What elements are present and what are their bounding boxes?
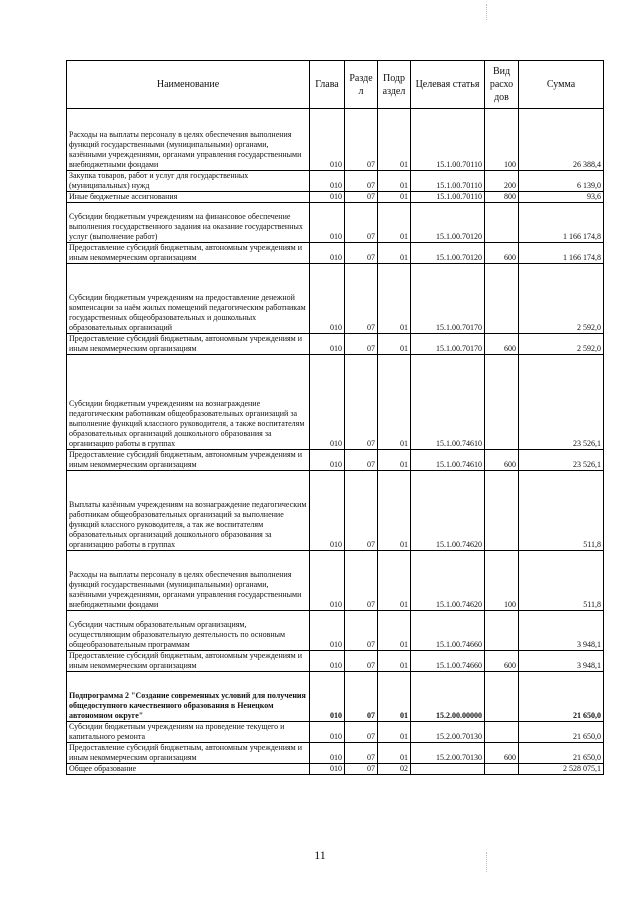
cell-name: Выплаты казённым учреждениям на вознаграждение педагогическим работникам общеобразовательных организаций за выполнение функций классного руководителя, а так же воспитателям образовательных организаций дошкольного образования за организацию работы в группах <box>67 471 310 551</box>
table-row <box>67 171 604 192</box>
cell-name: Подпрограмма 2 "Создание современных условий для получения общедоступного качественного образования в Ненецком автономном округе" <box>67 672 310 722</box>
cell-sum: 511,8 <box>519 471 604 551</box>
cell-subsection: 01 <box>378 171 411 192</box>
cell-target: 15.1.00.70120 <box>411 203 485 243</box>
cell-subsection: 01 <box>378 743 411 764</box>
header-target: Целевая статья <box>411 61 485 109</box>
cell-section: 07 <box>345 203 378 243</box>
cell-type: 600 <box>485 450 519 471</box>
cell-sum: 6 139,0 <box>519 171 604 192</box>
cell-name: Предоставление субсидий бюджетным, автономным учреждениям и иным некоммерческим организациям <box>67 743 310 764</box>
cell-sum: 2 592,0 <box>519 334 604 355</box>
cell-subsection: 01 <box>378 471 411 551</box>
table-row <box>67 203 604 243</box>
table-row <box>67 109 604 171</box>
cell-type <box>485 611 519 651</box>
table-row <box>67 743 604 764</box>
cell-name: Субсидии бюджетным учреждениям на предоставление денежной компенсации за наём жилых помещений педагогическим работникам государственных общеобразовательных и дошкольных образовательных организаций <box>67 264 310 334</box>
cell-sum: 26 388,4 <box>519 109 604 171</box>
cell-chapter: 010 <box>310 471 345 551</box>
cell-name: Общее образование <box>67 764 310 775</box>
cell-section: 07 <box>345 264 378 334</box>
table-row <box>67 651 604 672</box>
cell-section: 07 <box>345 109 378 171</box>
cell-target: 15.1.00.70110 <box>411 171 485 192</box>
cell-subsection: 02 <box>378 764 411 775</box>
cell-subsection: 01 <box>378 551 411 611</box>
cell-sum: 511,8 <box>519 551 604 611</box>
cell-target: 15.1.00.74620 <box>411 551 485 611</box>
cell-chapter: 010 <box>310 171 345 192</box>
cell-section: 07 <box>345 171 378 192</box>
cell-target: 15.2.00.70130 <box>411 743 485 764</box>
cell-type <box>485 764 519 775</box>
cell-section: 07 <box>345 355 378 450</box>
header-subsection: Подр аздел <box>378 61 411 109</box>
cell-chapter: 010 <box>310 611 345 651</box>
cell-name: Предоставление субсидий бюджетным, автономным учреждениям и иным некоммерческим организациям <box>67 334 310 355</box>
cell-sum: 2 528 075,1 <box>519 764 604 775</box>
cell-section: 07 <box>345 764 378 775</box>
cell-target: 15.1.00.74660 <box>411 651 485 672</box>
cell-chapter: 010 <box>310 203 345 243</box>
page-number: 11 <box>314 848 326 862</box>
scan-mark <box>486 4 488 20</box>
cell-name: Иные бюджетные ассигнования <box>67 192 310 203</box>
cell-name: Предоставление субсидий бюджетным, автономным учреждениям и иным некоммерческим организациям <box>67 651 310 672</box>
cell-chapter: 010 <box>310 450 345 471</box>
cell-target: 15.1.00.70120 <box>411 243 485 264</box>
cell-subsection: 01 <box>378 355 411 450</box>
cell-target: 15.1.00.70170 <box>411 264 485 334</box>
cell-section: 07 <box>345 611 378 651</box>
cell-subsection: 01 <box>378 450 411 471</box>
table-row <box>67 722 604 743</box>
cell-sum: 1 166 174,8 <box>519 203 604 243</box>
cell-subsection: 01 <box>378 651 411 672</box>
cell-section: 07 <box>345 651 378 672</box>
table-row <box>67 764 604 775</box>
cell-chapter: 010 <box>310 192 345 203</box>
header-type: Вид расхо дов <box>485 61 519 109</box>
table-row <box>67 450 604 471</box>
table-row <box>67 192 604 203</box>
cell-target: 15.1.00.74610 <box>411 450 485 471</box>
table-header-row <box>67 61 604 109</box>
cell-target <box>411 764 485 775</box>
cell-sum: 93,6 <box>519 192 604 203</box>
cell-name: Закупка товаров, работ и услуг для государственных (муниципальных) нужд <box>67 171 310 192</box>
cell-type <box>485 203 519 243</box>
cell-sum: 3 948,1 <box>519 611 604 651</box>
header-name: Наименование <box>67 61 310 109</box>
cell-sum: 3 948,1 <box>519 651 604 672</box>
cell-target: 15.1.00.74620 <box>411 471 485 551</box>
table-row <box>67 355 604 450</box>
cell-name: Субсидии бюджетным учреждениям на финансовое обеспечение выполнения государственного задания на оказание государственных услуг (выполнение работ) <box>67 203 310 243</box>
table-row <box>67 672 604 722</box>
cell-type: 100 <box>485 551 519 611</box>
cell-subsection: 01 <box>378 672 411 722</box>
cell-section: 07 <box>345 672 378 722</box>
cell-chapter: 010 <box>310 109 345 171</box>
cell-chapter: 010 <box>310 355 345 450</box>
cell-chapter: 010 <box>310 764 345 775</box>
cell-name: Предоставление субсидий бюджетным, автономным учреждениям и иным некоммерческим организациям <box>67 243 310 264</box>
cell-chapter: 010 <box>310 672 345 722</box>
cell-chapter: 010 <box>310 722 345 743</box>
cell-name: Субсидии бюджетным учреждениям на проведение текущего и капитального ремонта <box>67 722 310 743</box>
table-row <box>67 551 604 611</box>
cell-subsection: 01 <box>378 192 411 203</box>
cell-chapter: 010 <box>310 334 345 355</box>
cell-type <box>485 355 519 450</box>
table-row <box>67 611 604 651</box>
cell-subsection: 01 <box>378 722 411 743</box>
cell-target: 15.1.00.70110 <box>411 109 485 171</box>
cell-name: Субсидии бюджетным учреждениям на вознаграждение педагогическим работникам общеобразовательных организаций за выполнение функций классного руководителя, а также воспитателям образовательных организаций дошкольного образования за организацию работы в группах <box>67 355 310 450</box>
cell-type <box>485 722 519 743</box>
cell-target: 15.2.00.00000 <box>411 672 485 722</box>
cell-subsection: 01 <box>378 203 411 243</box>
table-row <box>67 243 604 264</box>
cell-section: 07 <box>345 551 378 611</box>
cell-target: 15.1.00.70110 <box>411 192 485 203</box>
cell-type: 600 <box>485 243 519 264</box>
cell-type: 600 <box>485 743 519 764</box>
cell-section: 07 <box>345 722 378 743</box>
cell-chapter: 010 <box>310 743 345 764</box>
table-row <box>67 471 604 551</box>
cell-subsection: 01 <box>378 264 411 334</box>
table-row <box>67 264 604 334</box>
cell-type <box>485 672 519 722</box>
cell-section: 07 <box>345 743 378 764</box>
header-section: Разде л <box>345 61 378 109</box>
cell-sum: 23 526,1 <box>519 450 604 471</box>
table-row <box>67 334 604 355</box>
header-sum: Сумма <box>519 61 604 109</box>
cell-target: 15.1.00.70170 <box>411 334 485 355</box>
cell-name: Расходы на выплаты персоналу в целях обеспечения выполнения функций государственными (муниципальными) органами, казёнными учреждениями, органами управления государственными внебюджетными фондами <box>67 109 310 171</box>
cell-type: 800 <box>485 192 519 203</box>
cell-section: 07 <box>345 243 378 264</box>
cell-type: 200 <box>485 171 519 192</box>
cell-chapter: 010 <box>310 651 345 672</box>
cell-chapter: 010 <box>310 243 345 264</box>
cell-section: 07 <box>345 450 378 471</box>
cell-sum: 23 526,1 <box>519 355 604 450</box>
cell-section: 07 <box>345 471 378 551</box>
cell-type <box>485 264 519 334</box>
cell-sum: 21 650,0 <box>519 672 604 722</box>
cell-sum: 2 592,0 <box>519 264 604 334</box>
cell-section: 07 <box>345 192 378 203</box>
cell-sum: 21 650,0 <box>519 743 604 764</box>
cell-subsection: 01 <box>378 334 411 355</box>
cell-chapter: 010 <box>310 264 345 334</box>
cell-section: 07 <box>345 334 378 355</box>
cell-type <box>485 471 519 551</box>
cell-subsection: 01 <box>378 109 411 171</box>
cell-sum: 1 166 174,8 <box>519 243 604 264</box>
header-chapter: Глава <box>310 61 345 109</box>
cell-target: 15.2.00.70130 <box>411 722 485 743</box>
cell-subsection: 01 <box>378 611 411 651</box>
budget-table <box>66 60 604 775</box>
cell-name: Субсидии частным образовательным организациям, осуществляющим образовательную деятельность по основным общеобразовательным программам <box>67 611 310 651</box>
cell-chapter: 010 <box>310 551 345 611</box>
cell-type: 100 <box>485 109 519 171</box>
cell-subsection: 01 <box>378 243 411 264</box>
cell-type: 600 <box>485 651 519 672</box>
cell-type: 600 <box>485 334 519 355</box>
cell-target: 15.1.00.74610 <box>411 355 485 450</box>
cell-name: Предоставление субсидий бюджетным, автономным учреждениям и иным некоммерческим организациям <box>67 450 310 471</box>
cell-target: 15.1.00.74660 <box>411 611 485 651</box>
cell-sum: 21 650,0 <box>519 722 604 743</box>
cell-name: Расходы на выплаты персоналу в целях обеспечения выполнения функций государственными (муниципальными) органами, казёнными учреждениями, органами управления государственными внебюджетными фондами <box>67 551 310 611</box>
